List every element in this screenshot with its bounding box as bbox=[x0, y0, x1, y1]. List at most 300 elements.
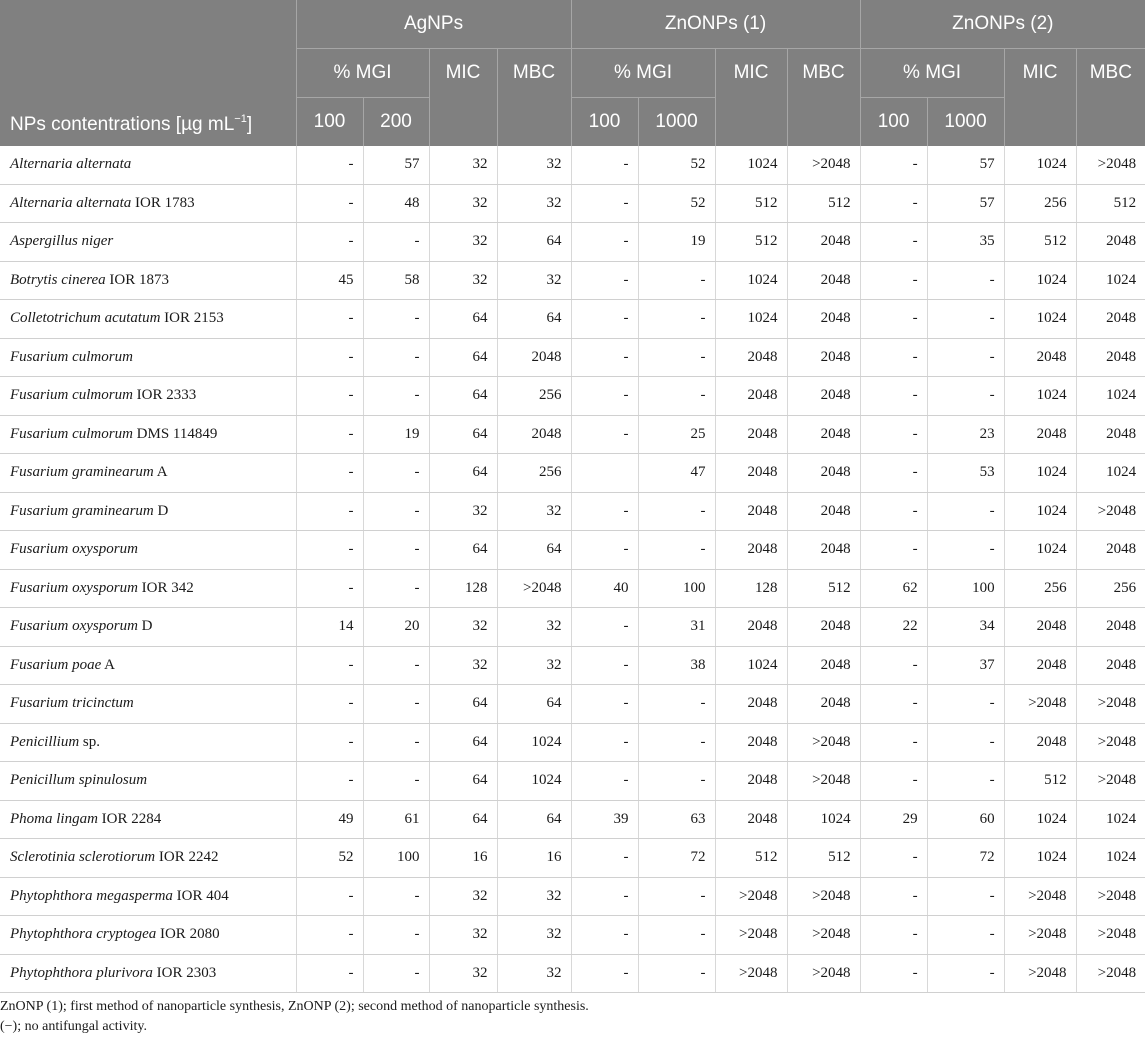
header-zn1-mic-blank bbox=[715, 98, 787, 147]
value-cell: 32 bbox=[497, 646, 571, 685]
table-row bbox=[0, 492, 1145, 531]
value-cell: 2048 bbox=[1004, 415, 1076, 454]
value-cell: - bbox=[571, 377, 638, 416]
table-row bbox=[0, 685, 1145, 724]
value-cell: 100 bbox=[638, 569, 715, 608]
value-cell: - bbox=[638, 377, 715, 416]
value-cell: - bbox=[860, 839, 927, 878]
organism-strain: D bbox=[137, 618, 153, 635]
value-cell: 512 bbox=[715, 839, 787, 878]
value-cell: 2048 bbox=[787, 492, 860, 531]
value-cell: - bbox=[860, 877, 927, 916]
organism-species: Phytophthora megasperma bbox=[10, 887, 173, 904]
value-cell: 1024 bbox=[1076, 261, 1145, 300]
value-cell: - bbox=[296, 492, 363, 531]
value-cell: 29 bbox=[860, 800, 927, 839]
table-row bbox=[0, 531, 1145, 570]
value-cell: 1024 bbox=[1004, 146, 1076, 184]
header-zn1-mic: MIC bbox=[715, 49, 787, 98]
value-cell: 49 bbox=[296, 800, 363, 839]
value-cell: 64 bbox=[429, 800, 497, 839]
value-cell: - bbox=[927, 492, 1004, 531]
value-cell: >2048 bbox=[787, 954, 860, 993]
value-cell: 32 bbox=[497, 608, 571, 647]
value-cell: 64 bbox=[429, 685, 497, 724]
value-cell: 2048 bbox=[787, 685, 860, 724]
value-cell: 2048 bbox=[1076, 223, 1145, 262]
value-cell: 25 bbox=[638, 415, 715, 454]
value-cell: 256 bbox=[1076, 569, 1145, 608]
value-cell: - bbox=[571, 184, 638, 223]
value-cell: 32 bbox=[497, 877, 571, 916]
value-cell: 1024 bbox=[1004, 261, 1076, 300]
value-cell: - bbox=[571, 839, 638, 878]
header-zn1-mgi: % MGI bbox=[571, 49, 715, 98]
organism-species: Botrytis cinerea bbox=[10, 271, 106, 288]
value-cell: >2048 bbox=[787, 916, 860, 955]
table-row bbox=[0, 223, 1145, 262]
value-cell: - bbox=[571, 877, 638, 916]
table-row bbox=[0, 608, 1145, 647]
value-cell: - bbox=[638, 685, 715, 724]
value-cell: - bbox=[363, 646, 429, 685]
value-cell: 2048 bbox=[1076, 338, 1145, 377]
value-cell: 2048 bbox=[1004, 608, 1076, 647]
value-cell: 2048 bbox=[787, 531, 860, 570]
table-row bbox=[0, 916, 1145, 955]
value-cell: 2048 bbox=[715, 377, 787, 416]
header-ag-conc-200: 200 bbox=[363, 98, 429, 147]
table-row bbox=[0, 646, 1145, 685]
value-cell: - bbox=[363, 877, 429, 916]
value-cell: - bbox=[860, 723, 927, 762]
organism-strain: D bbox=[153, 502, 169, 519]
value-cell: >2048 bbox=[1076, 762, 1145, 801]
value-cell: - bbox=[296, 531, 363, 570]
value-cell: 48 bbox=[363, 184, 429, 223]
value-cell: - bbox=[296, 646, 363, 685]
value-cell: 1024 bbox=[715, 261, 787, 300]
header-ag-conc-100: 100 bbox=[296, 98, 363, 147]
value-cell: 64 bbox=[429, 415, 497, 454]
value-cell: 53 bbox=[927, 454, 1004, 493]
value-cell: - bbox=[296, 300, 363, 339]
value-cell: - bbox=[927, 685, 1004, 724]
value-cell: 100 bbox=[927, 569, 1004, 608]
table-body bbox=[0, 146, 1145, 993]
organism-species: Penicillum spinulosum bbox=[10, 772, 148, 789]
header-zn2-conc-100: 100 bbox=[860, 98, 927, 147]
organism-name bbox=[0, 146, 296, 184]
organism-species: Fusarium culmorum bbox=[10, 387, 133, 404]
header-ag-mbc: MBC bbox=[497, 49, 571, 98]
value-cell: 256 bbox=[1004, 569, 1076, 608]
value-cell: 37 bbox=[927, 646, 1004, 685]
organism-species: Fusarium oxysporum bbox=[10, 541, 138, 558]
table-row bbox=[0, 954, 1145, 993]
value-cell: 1024 bbox=[1076, 800, 1145, 839]
organism-strain: IOR 342 bbox=[137, 579, 194, 596]
value-cell: - bbox=[571, 646, 638, 685]
value-cell: 256 bbox=[1004, 184, 1076, 223]
organism-species: Fusarium graminearum bbox=[10, 502, 154, 519]
value-cell: 2048 bbox=[787, 646, 860, 685]
value-cell: 32 bbox=[497, 184, 571, 223]
value-cell: - bbox=[363, 223, 429, 262]
value-cell: 64 bbox=[429, 454, 497, 493]
value-cell: - bbox=[638, 723, 715, 762]
value-cell: 2048 bbox=[715, 492, 787, 531]
organism-name bbox=[0, 415, 296, 454]
value-cell: >2048 bbox=[787, 723, 860, 762]
value-cell: 1024 bbox=[497, 723, 571, 762]
value-cell: >2048 bbox=[497, 569, 571, 608]
value-cell: 1024 bbox=[1076, 839, 1145, 878]
value-cell: 2048 bbox=[715, 338, 787, 377]
value-cell: 2048 bbox=[1076, 646, 1145, 685]
organism-name bbox=[0, 531, 296, 570]
organism-name bbox=[0, 685, 296, 724]
value-cell: 2048 bbox=[497, 415, 571, 454]
value-cell: - bbox=[927, 300, 1004, 339]
organism-strain: IOR 2242 bbox=[155, 849, 219, 866]
value-cell: 2048 bbox=[715, 800, 787, 839]
value-cell: >2048 bbox=[787, 146, 860, 184]
organism-name bbox=[0, 646, 296, 685]
value-cell: 72 bbox=[927, 839, 1004, 878]
organism-strain: IOR 2303 bbox=[152, 964, 217, 981]
value-cell: 32 bbox=[429, 608, 497, 647]
value-cell: 35 bbox=[927, 223, 1004, 262]
value-cell: 19 bbox=[363, 415, 429, 454]
value-cell: 512 bbox=[715, 223, 787, 262]
value-cell: - bbox=[638, 338, 715, 377]
value-cell: - bbox=[296, 415, 363, 454]
organism-name bbox=[0, 184, 296, 223]
value-cell: 64 bbox=[497, 531, 571, 570]
value-cell: - bbox=[571, 723, 638, 762]
value-cell: 64 bbox=[429, 300, 497, 339]
value-cell: 32 bbox=[429, 146, 497, 184]
value-cell: 32 bbox=[429, 184, 497, 223]
value-cell: 1024 bbox=[1004, 377, 1076, 416]
value-cell: 2048 bbox=[787, 377, 860, 416]
organism-strain: IOR 404 bbox=[172, 887, 229, 904]
value-cell: 2048 bbox=[1004, 338, 1076, 377]
value-cell: 1024 bbox=[1004, 454, 1076, 493]
value-cell: 1024 bbox=[787, 800, 860, 839]
value-cell: 16 bbox=[497, 839, 571, 878]
organism-name bbox=[0, 800, 296, 839]
value-cell: - bbox=[296, 338, 363, 377]
organism-species: Fusarium culmorum bbox=[10, 425, 133, 442]
value-cell: - bbox=[927, 954, 1004, 993]
table-row bbox=[0, 800, 1145, 839]
organism-species: Fusarium poae bbox=[10, 656, 102, 673]
value-cell: 512 bbox=[715, 184, 787, 223]
value-cell: 60 bbox=[927, 800, 1004, 839]
header-ag-mic-blank bbox=[429, 98, 497, 147]
value-cell: - bbox=[363, 723, 429, 762]
value-cell: 2048 bbox=[1004, 646, 1076, 685]
value-cell: - bbox=[571, 954, 638, 993]
header-ag-mbc-blank bbox=[497, 98, 571, 147]
value-cell: >2048 bbox=[1004, 954, 1076, 993]
organism-species: Sclerotinia sclerotiorum bbox=[10, 849, 156, 866]
organism-name bbox=[0, 608, 296, 647]
organism-strain: A bbox=[153, 464, 168, 481]
value-cell: - bbox=[860, 338, 927, 377]
value-cell: 2048 bbox=[715, 454, 787, 493]
value-cell: 45 bbox=[296, 261, 363, 300]
value-cell: - bbox=[927, 762, 1004, 801]
value-cell: - bbox=[638, 877, 715, 916]
value-cell: 22 bbox=[860, 608, 927, 647]
value-cell: - bbox=[571, 261, 638, 300]
organism-species: Fusarium oxysporum bbox=[10, 618, 138, 635]
value-cell: 2048 bbox=[1004, 723, 1076, 762]
value-cell: 16 bbox=[429, 839, 497, 878]
table-footnotes bbox=[0, 997, 589, 1037]
value-cell: 512 bbox=[787, 569, 860, 608]
organism-species: Aspergillus niger bbox=[10, 233, 114, 250]
header-ag-mic: MIC bbox=[429, 49, 497, 98]
value-cell: - bbox=[638, 954, 715, 993]
value-cell: 52 bbox=[638, 146, 715, 184]
organism-species: Alternaria alternata bbox=[10, 156, 132, 173]
value-cell: - bbox=[363, 762, 429, 801]
table-row bbox=[0, 569, 1145, 608]
value-cell: 2048 bbox=[497, 338, 571, 377]
value-cell: 512 bbox=[787, 839, 860, 878]
value-cell: 47 bbox=[638, 454, 715, 493]
value-cell: 34 bbox=[927, 608, 1004, 647]
value-cell: 58 bbox=[363, 261, 429, 300]
header-zn2-mgi: % MGI bbox=[860, 49, 1004, 98]
value-cell: >2048 bbox=[1004, 916, 1076, 955]
value-cell: 1024 bbox=[715, 646, 787, 685]
value-cell: - bbox=[363, 377, 429, 416]
value-cell: - bbox=[927, 723, 1004, 762]
value-cell: 39 bbox=[571, 800, 638, 839]
footnote-methods: ZnONP (1); first method of nanoparticle synthesis, ZnONP (2); second method of nanoparticle synthesis. bbox=[0, 999, 589, 1014]
header-np-concentrations: NPs contentrations [µg $mL^{-1}$] bbox=[0, 0, 296, 146]
value-cell: - bbox=[363, 454, 429, 493]
value-cell: 1024 bbox=[715, 300, 787, 339]
header-zn1-mbc-blank bbox=[787, 98, 860, 147]
value-cell: 72 bbox=[638, 839, 715, 878]
organism-name bbox=[0, 954, 296, 993]
organism-name bbox=[0, 723, 296, 762]
value-cell: - bbox=[860, 223, 927, 262]
table-row bbox=[0, 762, 1145, 801]
value-cell: 1024 bbox=[1004, 300, 1076, 339]
value-cell: - bbox=[296, 685, 363, 724]
value-cell: - bbox=[571, 608, 638, 647]
value-cell: 1024 bbox=[1004, 800, 1076, 839]
value-cell: - bbox=[860, 685, 927, 724]
organism-name bbox=[0, 877, 296, 916]
value-cell: - bbox=[363, 954, 429, 993]
table-row bbox=[0, 723, 1145, 762]
value-cell: - bbox=[860, 184, 927, 223]
value-cell: - bbox=[296, 916, 363, 955]
value-cell: - bbox=[296, 223, 363, 262]
value-cell: 32 bbox=[497, 492, 571, 531]
value-cell: - bbox=[638, 261, 715, 300]
value-cell: 20 bbox=[363, 608, 429, 647]
value-cell: 31 bbox=[638, 608, 715, 647]
value-cell: 1024 bbox=[1004, 839, 1076, 878]
value-cell: - bbox=[571, 531, 638, 570]
value-cell: >2048 bbox=[1076, 877, 1145, 916]
value-cell: - bbox=[363, 492, 429, 531]
value-cell: 32 bbox=[497, 146, 571, 184]
value-cell: - bbox=[860, 646, 927, 685]
value-cell: 32 bbox=[429, 954, 497, 993]
value-cell: - bbox=[296, 877, 363, 916]
organism-name bbox=[0, 839, 296, 878]
organism-name bbox=[0, 223, 296, 262]
value-cell: - bbox=[638, 492, 715, 531]
value-cell: - bbox=[860, 916, 927, 955]
header-zn2-mic: MIC bbox=[1004, 49, 1076, 98]
value-cell: - bbox=[927, 531, 1004, 570]
value-cell: >2048 bbox=[715, 877, 787, 916]
value-cell: 2048 bbox=[1076, 300, 1145, 339]
value-cell: - bbox=[860, 377, 927, 416]
value-cell: - bbox=[638, 300, 715, 339]
organism-species: Phytophthora cryptogea bbox=[10, 926, 157, 943]
value-cell: 32 bbox=[429, 877, 497, 916]
header-group-znonps-2: ZnONPs (2) bbox=[860, 0, 1145, 49]
value-cell: - bbox=[296, 954, 363, 993]
header-zn2-mbc-blank bbox=[1076, 98, 1145, 147]
value-cell: - bbox=[571, 146, 638, 184]
value-cell: 64 bbox=[497, 685, 571, 724]
value-cell: 64 bbox=[497, 300, 571, 339]
value-cell: - bbox=[363, 685, 429, 724]
value-cell: 23 bbox=[927, 415, 1004, 454]
value-cell: - bbox=[927, 916, 1004, 955]
value-cell: >2048 bbox=[715, 954, 787, 993]
organism-name bbox=[0, 300, 296, 339]
value-cell: - bbox=[363, 569, 429, 608]
value-cell: - bbox=[860, 762, 927, 801]
table-row bbox=[0, 300, 1145, 339]
value-cell: >2048 bbox=[787, 877, 860, 916]
value-cell: >2048 bbox=[1076, 954, 1145, 993]
value-cell: 512 bbox=[1004, 223, 1076, 262]
value-cell: 63 bbox=[638, 800, 715, 839]
value-cell: 2048 bbox=[715, 685, 787, 724]
organism-strain: A bbox=[101, 656, 116, 673]
value-cell: 32 bbox=[497, 916, 571, 955]
organism-species: Fusarium oxysporum bbox=[10, 579, 138, 596]
header-zn1-mbc: MBC bbox=[787, 49, 860, 98]
value-cell: 14 bbox=[296, 608, 363, 647]
value-cell: 52 bbox=[296, 839, 363, 878]
organism-species: Fusarium tricinctum bbox=[10, 695, 134, 712]
value-cell: >2048 bbox=[1076, 723, 1145, 762]
value-cell: >2048 bbox=[1076, 916, 1145, 955]
value-cell: 2048 bbox=[787, 608, 860, 647]
value-cell: 1024 bbox=[1076, 454, 1145, 493]
table-row bbox=[0, 877, 1145, 916]
value-cell: 2048 bbox=[715, 415, 787, 454]
organism-name bbox=[0, 492, 296, 531]
value-cell: >2048 bbox=[1076, 685, 1145, 724]
value-cell: 2048 bbox=[715, 531, 787, 570]
value-cell: - bbox=[860, 300, 927, 339]
value-cell: - bbox=[571, 762, 638, 801]
value-cell: 64 bbox=[497, 800, 571, 839]
value-cell: 32 bbox=[497, 261, 571, 300]
organism-name bbox=[0, 377, 296, 416]
organism-species: Alternaria alternata bbox=[10, 194, 132, 211]
value-cell: - bbox=[296, 569, 363, 608]
value-cell: 2048 bbox=[715, 608, 787, 647]
header-zn1-conc-100: 100 bbox=[571, 98, 638, 147]
value-cell: 52 bbox=[638, 184, 715, 223]
table-header bbox=[0, 0, 1145, 146]
organism-strain: IOR 2153 bbox=[160, 310, 224, 327]
value-cell: >2048 bbox=[1076, 146, 1145, 184]
value-cell: 2048 bbox=[1076, 415, 1145, 454]
value-cell: >2048 bbox=[1004, 877, 1076, 916]
value-cell: - bbox=[638, 531, 715, 570]
table-row bbox=[0, 146, 1145, 184]
organism-species: Colletotrichum acutatum bbox=[10, 310, 161, 327]
value-cell: 32 bbox=[497, 954, 571, 993]
value-cell: 512 bbox=[787, 184, 860, 223]
value-cell: 32 bbox=[429, 916, 497, 955]
organism-strain: IOR 2333 bbox=[132, 387, 197, 404]
value-cell: 2048 bbox=[787, 415, 860, 454]
header-zn2-conc-1000: 1000 bbox=[927, 98, 1004, 147]
organism-strain: IOR 2080 bbox=[156, 926, 220, 943]
organism-name bbox=[0, 569, 296, 608]
value-cell: 256 bbox=[497, 454, 571, 493]
value-cell: 512 bbox=[1076, 184, 1145, 223]
organism-name bbox=[0, 261, 296, 300]
value-cell: - bbox=[860, 261, 927, 300]
value-cell: 19 bbox=[638, 223, 715, 262]
value-cell: 64 bbox=[497, 223, 571, 262]
organism-strain: IOR 1873 bbox=[105, 271, 170, 288]
value-cell: 128 bbox=[429, 569, 497, 608]
value-cell: >2048 bbox=[787, 762, 860, 801]
header-group-agnps: AgNPs bbox=[296, 0, 571, 49]
value-cell: - bbox=[571, 300, 638, 339]
value-cell: - bbox=[571, 492, 638, 531]
value-cell: 32 bbox=[429, 646, 497, 685]
table-row bbox=[0, 377, 1145, 416]
value-cell: - bbox=[860, 146, 927, 184]
organism-name bbox=[0, 454, 296, 493]
table-row bbox=[0, 261, 1145, 300]
value-cell: 100 bbox=[363, 839, 429, 878]
value-cell: 2048 bbox=[787, 300, 860, 339]
value-cell: - bbox=[638, 916, 715, 955]
organism-name bbox=[0, 762, 296, 801]
organism-name bbox=[0, 916, 296, 955]
value-cell: 32 bbox=[429, 261, 497, 300]
value-cell bbox=[571, 454, 638, 493]
value-cell: 64 bbox=[429, 723, 497, 762]
value-cell: 40 bbox=[571, 569, 638, 608]
value-cell: 38 bbox=[638, 646, 715, 685]
